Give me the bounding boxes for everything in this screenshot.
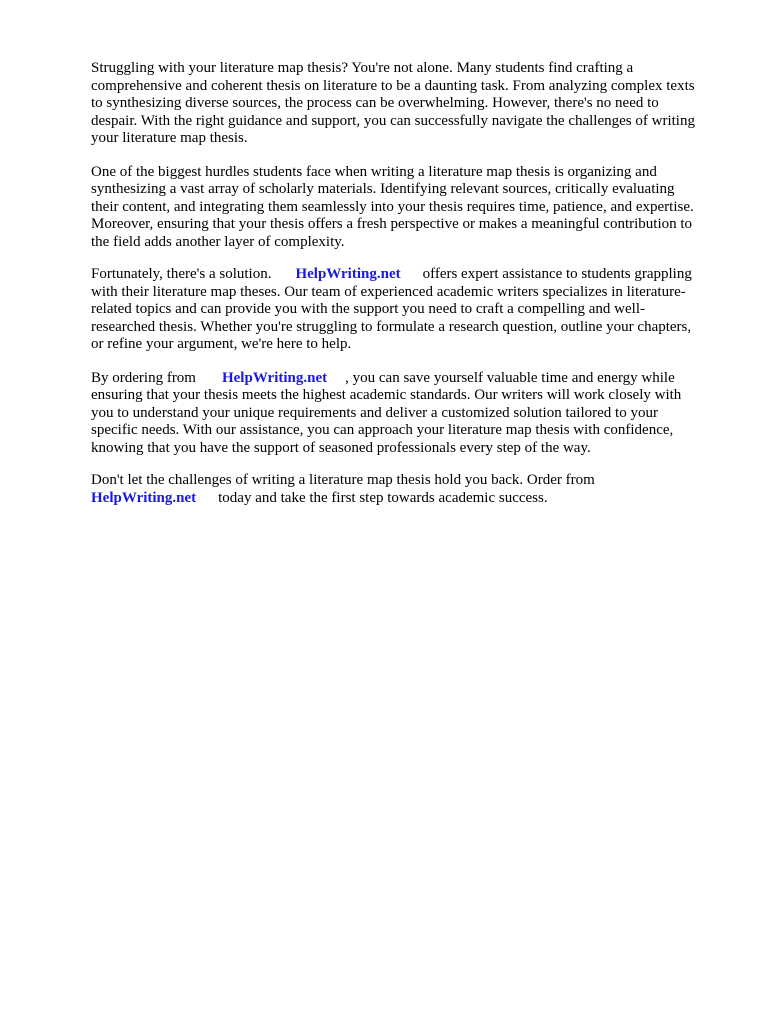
line-text: By ordering from	[91, 369, 196, 386]
paragraph-line: Don't let the challenges of writing a literature map thesis hold you back. Order from	[91, 472, 595, 488]
line-text: today and take the first step towards academic success.	[218, 489, 548, 506]
paragraph-closing	[91, 472, 731, 507]
paragraph-line	[91, 490, 731, 508]
paragraph-line: despair. With the right guidance and support, you can successfully navigate the challenges of writing	[91, 112, 695, 129]
helpwriting-link[interactable]: HelpWriting.net	[295, 266, 401, 282]
paragraph-line: or refine your argument, we're here to help.	[91, 336, 352, 352]
paragraph-line	[91, 370, 731, 388]
paragraph-line	[91, 266, 731, 284]
paragraph-ordering	[91, 370, 731, 458]
helpwriting-link[interactable]: HelpWriting.net	[91, 489, 197, 506]
document-body	[91, 60, 731, 507]
paragraph-line: their content, and integrating them seamlessly into your thesis requires time, patience, and expertise.	[91, 198, 694, 215]
paragraph-line: specific needs. With our assistance, you can approach your literature map thesis with confidence,	[91, 422, 674, 438]
paragraph-line: One of the biggest hurdles students face when writing a literature map thesis is organizing and	[91, 163, 657, 180]
paragraph-hurdles	[91, 164, 731, 252]
paragraph-line: Struggling with your literature map thesis? You're not alone. Many students find crafting a	[91, 60, 634, 76]
paragraph-intro	[91, 60, 731, 148]
paragraph-line: ensuring that your thesis meets the highest academic standards. Our writers will work closely with	[91, 387, 682, 403]
paragraph-line: Moreover, ensuring that your thesis offers a fresh perspective or makes a meaningful contribution to	[91, 216, 693, 232]
paragraph-line: the field adds another layer of complexity.	[91, 233, 345, 250]
paragraph-line: you to understand your unique requirements and deliver a customized solution tailored to your	[91, 404, 658, 421]
paragraph-line: knowing that you have the support of seasoned professionals every step of the way.	[91, 439, 591, 456]
paragraph-line: comprehensive and coherent thesis on literature to be a daunting task. From analyzing complex texts	[91, 77, 695, 94]
paragraph-solution	[91, 266, 731, 354]
paragraph-line: your literature map thesis.	[91, 130, 248, 146]
line-text: offers expert assistance to students grappling	[422, 266, 692, 282]
paragraph-line: to synthesizing diverse sources, the process can be overwhelming. However, there's no need to	[91, 95, 659, 111]
paragraph-line: with their literature map theses. Our team of experienced academic writers specializes in literature-	[91, 283, 686, 300]
helpwriting-link[interactable]: HelpWriting.net	[221, 369, 328, 386]
line-text: Fortunately, there's a solution.	[91, 266, 272, 282]
line-text: , you can save yourself valuable time and energy while	[345, 369, 675, 386]
paragraph-line: researched thesis. Whether you're struggling to formulate a research question, outline your chapters,	[91, 318, 692, 335]
paragraph-line: synthesizing a vast array of scholarly materials. Identifying relevant sources, critically evaluating	[91, 181, 675, 197]
paragraph-line: related topics and can provide you with the support you need to craft a compelling and well-	[91, 301, 645, 317]
